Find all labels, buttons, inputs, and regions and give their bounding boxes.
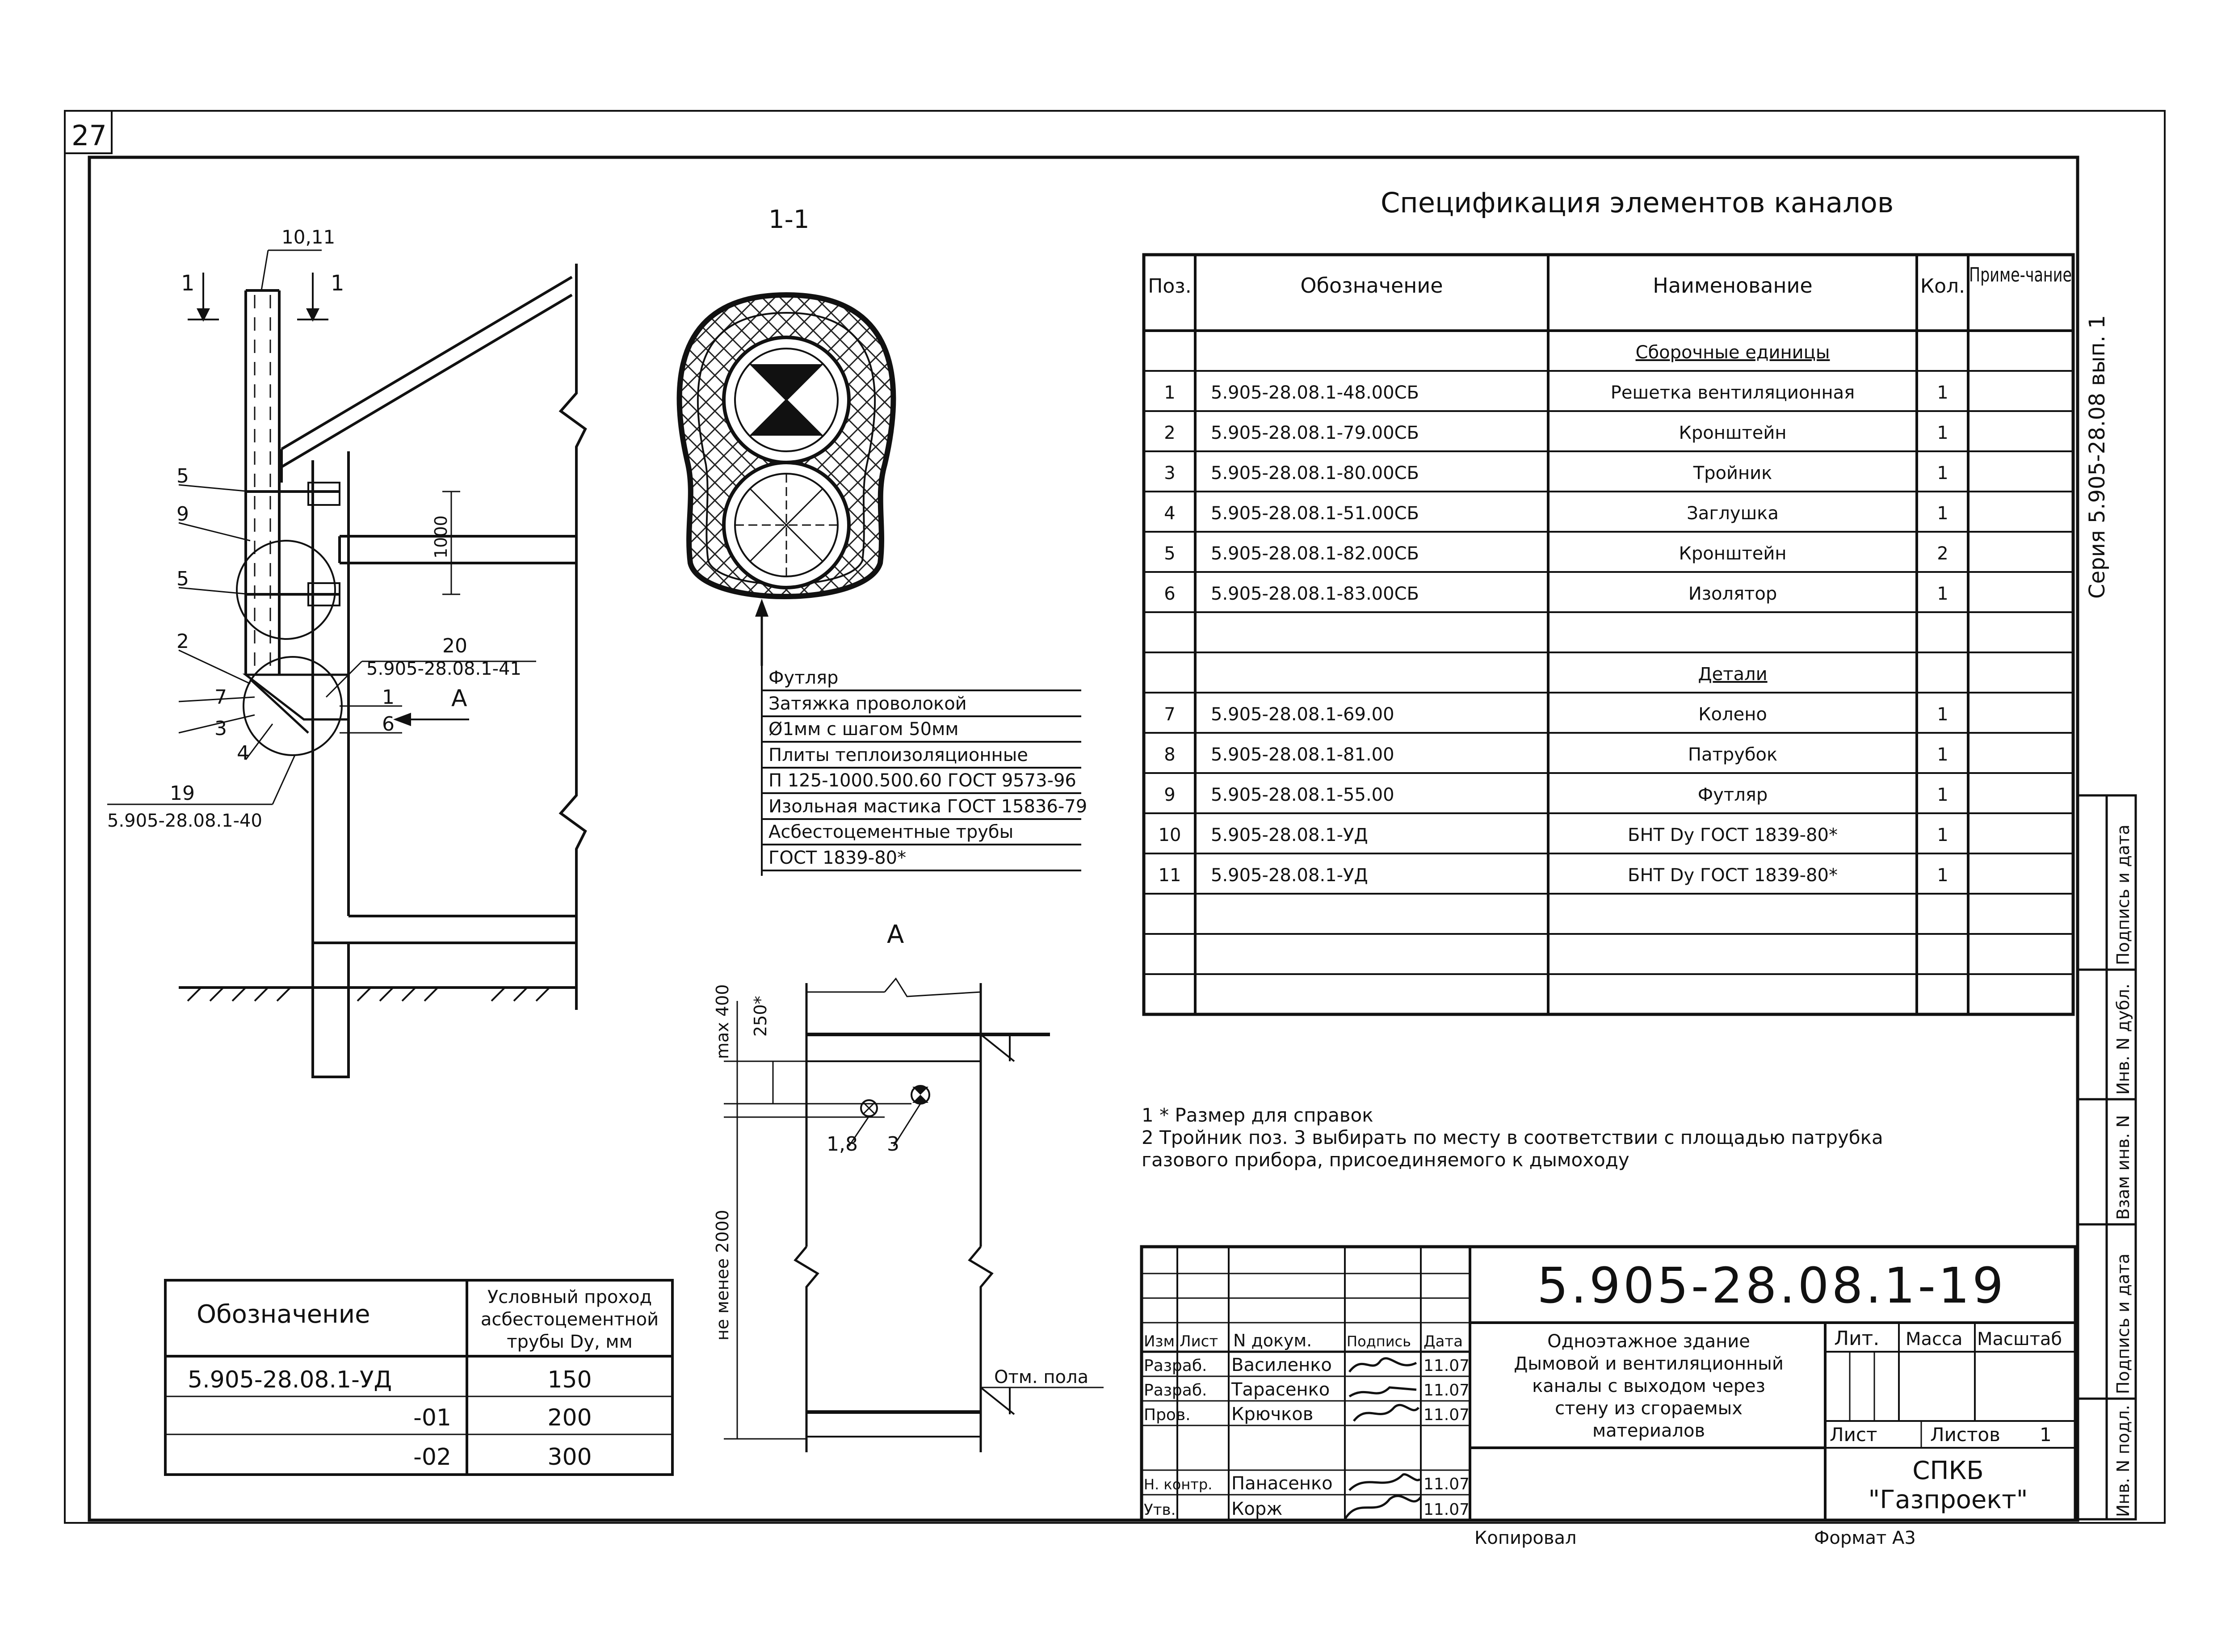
spec-cell-name: Патрубок bbox=[1688, 744, 1778, 765]
label-view-a: А bbox=[451, 685, 467, 712]
person-date: 11.07 bbox=[1424, 1406, 1470, 1424]
spec-cell-designation: 5.905-28.08.1-55.00 bbox=[1211, 785, 1394, 805]
label-ref-41: 5.905-28.08.1-41 bbox=[366, 659, 521, 679]
dim-2000: не менее 2000 bbox=[713, 1210, 732, 1341]
tee-symbol-icon bbox=[912, 1087, 928, 1103]
spec-cell-name: Тройник bbox=[1693, 463, 1772, 483]
dim-250: 250* bbox=[751, 996, 770, 1037]
spec-cell-qty: 1 bbox=[1937, 744, 1948, 765]
chimney-pipe bbox=[107, 250, 536, 804]
diameter-cell-dy: 300 bbox=[547, 1444, 592, 1471]
spec-title: Спецификация элементов каналов bbox=[1381, 186, 1894, 219]
person-date: 11.07 bbox=[1424, 1381, 1470, 1400]
spec-cell-name: БНТ Dy ГОСТ 1839-80* bbox=[1628, 865, 1838, 886]
side-stamp-label: Подпись и дата bbox=[2113, 824, 2133, 965]
label-pos-1: 1 bbox=[382, 686, 395, 709]
spec-cell-qty: 1 bbox=[1937, 865, 1948, 886]
spec-cell-name: Сборочные единицы bbox=[1635, 342, 1830, 363]
person-name: Корж bbox=[1231, 1499, 1283, 1519]
spec-cell-name: Колено bbox=[1698, 704, 1767, 725]
spec-cell-name: Футляр bbox=[1697, 785, 1768, 805]
doc-description-line: каналы с выходом через bbox=[1532, 1376, 1765, 1396]
layer-label: Затяжка проволокой bbox=[768, 694, 967, 714]
spec-cell-qty: 1 bbox=[1937, 383, 1948, 403]
note-line: 1 * Размер для справок bbox=[1142, 1104, 1373, 1126]
org-name: СПКБ bbox=[1912, 1456, 1984, 1485]
person-role: Разраб. bbox=[1144, 1381, 1207, 1400]
person-date: 11.07 bbox=[1424, 1357, 1470, 1375]
spec-cell-name: Заглушка bbox=[1687, 503, 1779, 524]
spec-cell-pos: 3 bbox=[1164, 463, 1176, 483]
diameter-header-designation: Обозначение bbox=[197, 1300, 370, 1329]
diameter-cell-dy: 200 bbox=[547, 1404, 592, 1431]
person-name: Панасенко bbox=[1231, 1473, 1333, 1494]
label-pos-20: 20 bbox=[442, 635, 467, 657]
label-ref-40: 5.905-28.08.1-40 bbox=[107, 811, 262, 831]
layer-label: Изольная мастика ГОСТ 15836-79 bbox=[768, 796, 1088, 817]
person-date: 11.07 bbox=[1424, 1501, 1470, 1519]
spec-cell-qty: 1 bbox=[1937, 584, 1948, 604]
spec-cell-pos: 1 bbox=[1164, 383, 1176, 403]
spec-header: Поз. bbox=[1148, 275, 1192, 298]
diameter-cell-designation: 5.905-28.08.1-УД bbox=[188, 1366, 392, 1393]
spec-cell-designation: 5.905-28.08.1-УД bbox=[1211, 865, 1368, 886]
spec-rows bbox=[1144, 264, 2073, 1014]
layer-label: П 125-1000.500.60 ГОСТ 9573-96 bbox=[768, 770, 1076, 791]
label-pos-9: 9 bbox=[176, 503, 189, 525]
arrow-head bbox=[393, 713, 411, 726]
note-line: 2 Тройник поз. 3 выбирать по месту в соответствии с площадью патрубка bbox=[1142, 1127, 1883, 1148]
diameter-cell-designation: -01 bbox=[413, 1404, 451, 1431]
spec-cell-pos: 8 bbox=[1164, 744, 1176, 765]
spec-cell-qty: 1 bbox=[1937, 704, 1948, 725]
layer-label: Асбестоцементные трубы bbox=[768, 822, 1014, 842]
sheet-label: Лист bbox=[1830, 1424, 1877, 1446]
scale-label: Масштаб bbox=[1977, 1329, 2062, 1349]
floor-mark: Отм. пола bbox=[994, 1367, 1089, 1387]
footer-copied: Копировал bbox=[1474, 1528, 1577, 1548]
diameter-cell-dy: 150 bbox=[547, 1366, 592, 1393]
spec-cell-qty: 1 bbox=[1937, 423, 1948, 443]
label-pos-10-11: 10,11 bbox=[281, 226, 336, 248]
spec-cell-designation: 5.905-28.08.1-69.00 bbox=[1211, 704, 1394, 725]
spec-cell-pos: 5 bbox=[1164, 543, 1176, 564]
spec-cell-designation: 5.905-28.08.1-51.00СБ bbox=[1211, 503, 1419, 524]
sheets-label: Листов bbox=[1930, 1424, 2000, 1446]
person-role: Н. контр. bbox=[1144, 1476, 1213, 1493]
doc-number: 5.905-28.08.1-19 bbox=[1537, 1257, 2007, 1314]
section-title: 1-1 bbox=[768, 205, 810, 234]
layer-label: ГОСТ 1839-80* bbox=[768, 848, 907, 868]
person-name: Тарасенко bbox=[1231, 1379, 1330, 1400]
person-name: Василенко bbox=[1231, 1355, 1332, 1375]
lit-label: Лит. bbox=[1834, 1327, 1880, 1350]
footer-format: Формат А3 bbox=[1814, 1528, 1916, 1548]
label-pos-4: 4 bbox=[237, 742, 249, 765]
spec-cell-pos: 11 bbox=[1158, 865, 1181, 886]
col-header: Изм. bbox=[1144, 1333, 1180, 1350]
diameter-header-dy: Условный проход асбестоцементной трубы Dy, мм bbox=[480, 1287, 659, 1352]
label-section-mark: 1 bbox=[181, 271, 195, 296]
layer-label: Ø1мм с шагом 50мм bbox=[768, 719, 959, 740]
person-role: Разраб. bbox=[1144, 1357, 1207, 1375]
label-pos-1-8: 1,8 bbox=[827, 1133, 858, 1156]
spec-cell-pos: 7 bbox=[1164, 704, 1176, 725]
detail-a-title: А bbox=[887, 920, 904, 949]
label-pos-2: 2 bbox=[176, 630, 189, 653]
spec-cell-pos: 9 bbox=[1164, 785, 1176, 805]
label-pos-5: 5 bbox=[176, 567, 189, 590]
spec-cell-designation: 5.905-28.08.1-79.00СБ bbox=[1211, 423, 1419, 443]
doc-description-line: материалов bbox=[1592, 1421, 1705, 1441]
label-pos-5: 5 bbox=[176, 465, 189, 488]
spec-cell-pos: 6 bbox=[1164, 584, 1176, 604]
spec-cell-designation: 5.905-28.08.1-80.00СБ bbox=[1211, 463, 1419, 483]
layer-label: Плиты теплоизоляционные bbox=[768, 745, 1028, 765]
doc-description-line: Дымовой и вентиляционный bbox=[1514, 1354, 1784, 1374]
spec-cell-name: Решетка вентиляционная bbox=[1610, 383, 1855, 403]
spec-header-note: Приме-чание bbox=[1969, 264, 2072, 286]
spec-cell-pos: 10 bbox=[1158, 825, 1181, 845]
label-pos-19: 19 bbox=[170, 782, 195, 805]
spec-cell-qty: 1 bbox=[1937, 503, 1948, 524]
spec-cell-name: Детали bbox=[1698, 664, 1768, 685]
person-name: Крючков bbox=[1231, 1404, 1314, 1425]
page-number: 27 bbox=[71, 119, 107, 152]
col-header: N докум. bbox=[1233, 1331, 1312, 1350]
spec-cell-pos: 2 bbox=[1164, 423, 1176, 443]
label-section-mark: 1 bbox=[331, 271, 344, 296]
spec-cell-name: Кронштейн bbox=[1679, 423, 1787, 443]
person-date: 11.07 bbox=[1424, 1475, 1470, 1493]
label-pos-6: 6 bbox=[382, 713, 395, 736]
label-pos-3: 3 bbox=[887, 1133, 899, 1156]
ground-hatch bbox=[188, 988, 550, 1001]
series-label: Серия 5.905-28.08 вып. 1 bbox=[2085, 315, 2110, 599]
doc-description-line: стену из сгораемых bbox=[1555, 1398, 1743, 1419]
side-stamp-label: Взам инв. N bbox=[2113, 1115, 2133, 1220]
dim-max400: max 400 bbox=[713, 984, 732, 1059]
spec-cell-designation: 5.905-28.08.1-81.00 bbox=[1211, 744, 1394, 765]
spec-cell-name: Кронштейн bbox=[1679, 543, 1787, 564]
side-stamp-label: Инв. N подл. bbox=[2113, 1404, 2133, 1517]
spec-cell-designation: 5.905-28.08.1-УД bbox=[1211, 825, 1368, 845]
doc-description-line: Одноэтажное здание bbox=[1547, 1331, 1750, 1352]
spec-cell-qty: 1 bbox=[1937, 785, 1948, 805]
spec-table-frame bbox=[1144, 255, 2073, 1014]
col-header: Подпись bbox=[1347, 1333, 1411, 1350]
spec-cell-qty: 2 bbox=[1937, 543, 1948, 564]
label-dim-1000: 1000 bbox=[431, 515, 451, 559]
mass-label: Масса bbox=[1906, 1329, 1963, 1349]
spec-cell-name: Изолятор bbox=[1688, 584, 1777, 604]
col-header: Лист bbox=[1180, 1333, 1218, 1350]
spec-header: Кол. bbox=[1920, 275, 1965, 298]
spec-cell-pos: 4 bbox=[1164, 503, 1176, 524]
person-role: Пров. bbox=[1144, 1406, 1191, 1424]
diameter-cell-designation: -02 bbox=[413, 1444, 451, 1471]
spec-cell-name: БНТ Dy ГОСТ 1839-80* bbox=[1628, 825, 1838, 845]
sheets-value: 1 bbox=[2040, 1424, 2052, 1446]
spec-cell-designation: 5.905-28.08.1-48.00СБ bbox=[1211, 383, 1419, 403]
note-line: газового прибора, присоединяемого к дымоходу bbox=[1142, 1149, 1629, 1171]
label-pos-3: 3 bbox=[214, 717, 227, 740]
spec-cell-qty: 1 bbox=[1937, 463, 1948, 483]
spec-header: Обозначение bbox=[1300, 273, 1443, 298]
spec-cell-qty: 1 bbox=[1937, 825, 1948, 845]
spec-cell-designation: 5.905-28.08.1-83.00СБ bbox=[1211, 584, 1419, 604]
section-view bbox=[680, 295, 894, 666]
spec-cell-designation: 5.905-28.08.1-82.00СБ bbox=[1211, 543, 1419, 564]
side-stamp-label: Инв. N дубл. bbox=[2113, 984, 2133, 1095]
spec-header: Наименование bbox=[1653, 273, 1813, 298]
org-name: "Газпроект" bbox=[1868, 1485, 2028, 1514]
col-header: Дата bbox=[1424, 1333, 1463, 1350]
label-pos-7: 7 bbox=[214, 686, 227, 709]
layer-label: Футляр bbox=[768, 668, 839, 688]
side-stamp-label: Подпись и дата bbox=[2113, 1253, 2133, 1394]
person-role: Утв. bbox=[1144, 1501, 1176, 1519]
